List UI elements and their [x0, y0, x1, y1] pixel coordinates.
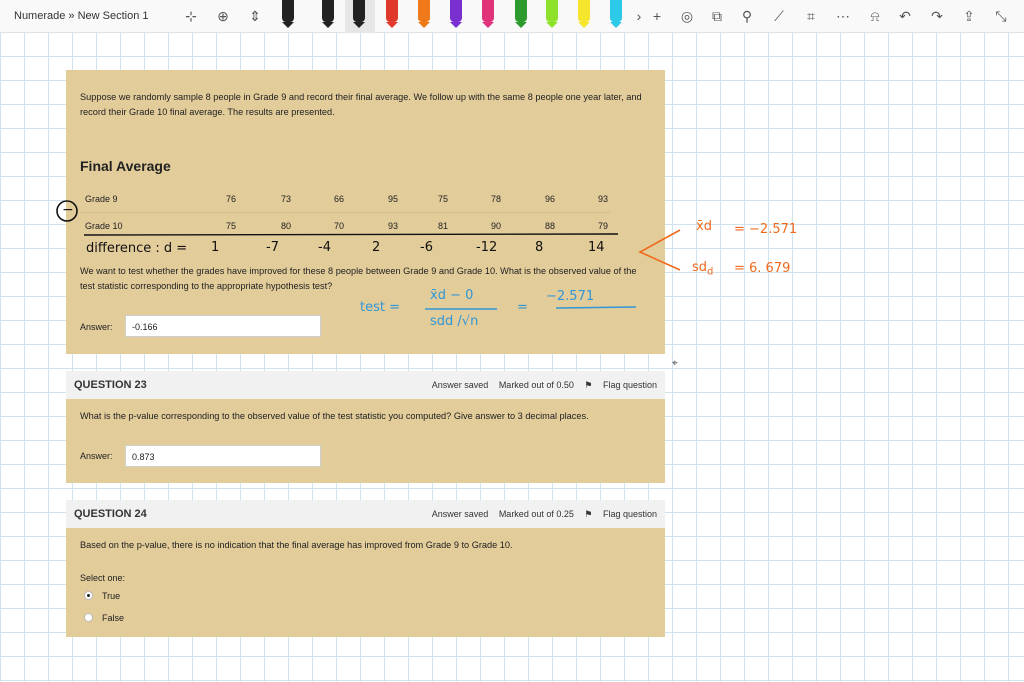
ink-xbar-value: = −2.571 — [734, 222, 798, 237]
flag-question-link[interactable]: ⚑ Flag question — [584, 509, 657, 519]
ink-sd-value: = 6. 679 — [734, 261, 791, 276]
ink-difference-value: -12 — [476, 240, 498, 255]
table-cell: 79 — [597, 221, 608, 231]
option-false-label: False — [102, 613, 125, 623]
chevron-right-icon[interactable]: › — [636, 8, 642, 24]
cursor-marker: ⌖ — [672, 358, 678, 369]
ink-difference-value: -7 — [266, 240, 279, 255]
answer-input-q22[interactable]: -0.166 — [125, 315, 321, 337]
table-cell: 76 — [225, 194, 236, 204]
answer-label: Answer: — [80, 451, 113, 461]
table-cell: 80 — [280, 221, 291, 231]
answer-label: Answer: — [80, 322, 113, 332]
table-cell: 78 — [490, 194, 501, 204]
ink-xbar-d: x̄d — [696, 219, 712, 234]
flag-question-link[interactable]: ⚑ Flag question — [584, 380, 657, 390]
grade10-label: Grade 10 — [85, 221, 123, 231]
grade9-label: Grade 9 — [85, 194, 118, 204]
ink-difference-value: 8 — [535, 240, 544, 255]
ink-to-shape-icon[interactable]: ◎ — [680, 8, 694, 24]
answer-status: Answer saved — [431, 509, 489, 519]
ink-test-numerator: x̄d − 0 — [430, 288, 474, 303]
ink-difference-value: -6 — [420, 240, 433, 255]
fullscreen-icon[interactable]: ⤡ — [995, 8, 1007, 24]
question-24-text: Based on the p-value, there is no indication that the final average has improved from Grade 9 to Grade 10. — [80, 540, 513, 550]
answer-input-q23[interactable]: 0.873 — [125, 445, 321, 467]
table-title: Final Average — [80, 158, 171, 174]
ink-test-denominator: sdd /√n — [430, 314, 479, 329]
ink-minus: − — [62, 202, 74, 218]
marks: Marked out of 0.25 — [498, 509, 574, 519]
ink-fraction-numerator: −2.571 — [546, 289, 595, 304]
question-24-title: QUESTION 24 — [74, 508, 147, 520]
table-cell: 95 — [387, 194, 398, 204]
share-icon[interactable]: ⇪ — [963, 8, 975, 24]
question-23-text: What is the p-value corresponding to the observed value of the test statistic you computed? Give answer to 3 decimal places. — [80, 411, 589, 421]
lasso-select-icon[interactable]: ⊹ — [185, 8, 197, 24]
question-22-prompt: We want to test whether the grades have improved for these 8 people between Grade 9 and Grade 10. What is the observed value of the test statistic corresponding to the appropriate hypothesis test? — [80, 266, 637, 291]
select-one-label: Select one: — [80, 573, 126, 583]
ink-bracket — [640, 230, 680, 270]
ink-difference-value: -4 — [318, 240, 331, 255]
ink-difference-label: difference : d = — [86, 241, 188, 256]
table-cell: 96 — [544, 194, 555, 204]
more-icon[interactable]: ⋯ — [836, 8, 850, 24]
table-cell: 93 — [387, 221, 398, 231]
table-cell: 66 — [333, 194, 344, 204]
breadcrumb[interactable]: Numerade » New Section 1 — [14, 10, 149, 22]
ink-test-label: test = — [360, 300, 400, 315]
table-cell: 70 — [333, 221, 344, 231]
math-icon[interactable]: ⌗ — [807, 8, 815, 24]
table-cell: 90 — [490, 221, 501, 231]
marks: Marked out of 0.50 — [498, 380, 574, 390]
question-22-text: Suppose we randomly sample 8 people in Grade 9 and record their final average. We follow up with the same 8 people one year later, and record their Grade 10 final average. The results are presented. — [80, 92, 642, 117]
ink-sd: $sd_d$ — [692, 260, 714, 278]
table-cell: 75 — [437, 194, 448, 204]
insert-space-icon[interactable]: ⇕ — [249, 8, 261, 24]
ink-to-math-icon[interactable]: ⚲ — [741, 8, 753, 24]
ink-fraction-bar — [556, 307, 636, 308]
undo-icon[interactable]: ↶ — [899, 8, 911, 24]
option-true-label: True — [102, 591, 121, 601]
ink-equals: = — [517, 300, 528, 315]
ink-difference-value: 14 — [588, 240, 605, 255]
table-cell: 75 — [225, 221, 236, 231]
ink-difference-value: 1 — [211, 240, 220, 255]
question-23-title: QUESTION 23 — [74, 379, 147, 391]
redo-icon[interactable]: ↷ — [931, 8, 943, 24]
table-cell: 81 — [437, 221, 448, 231]
ink-to-text-icon[interactable]: ⧉ — [712, 8, 722, 24]
ruler-icon[interactable]: ⟋ — [774, 8, 784, 24]
table-cell: 93 — [597, 194, 608, 204]
ink-difference-value: 2 — [372, 240, 381, 255]
answer-status: Answer saved — [431, 380, 489, 390]
table-cell: 73 — [280, 194, 291, 204]
table-cell: 88 — [544, 221, 555, 231]
add-pen-icon[interactable]: + — [652, 8, 662, 24]
ink-underline — [84, 234, 618, 235]
add-shape-icon[interactable]: ⊕ — [217, 8, 229, 24]
replay-icon[interactable]: ⍾ — [870, 8, 880, 24]
